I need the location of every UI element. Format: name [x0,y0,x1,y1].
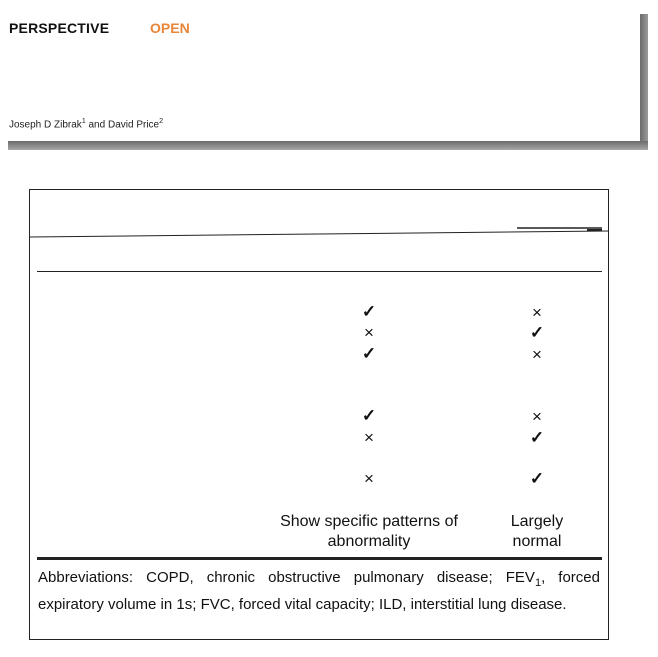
table-header-rule [37,271,602,272]
column-1-label [254,512,484,552]
check-icon: ✓ [529,323,545,342]
author-separator: and [85,119,108,131]
column-2-label-line: normal [512,533,562,550]
author-name: David Price [107,119,160,131]
check-icon: ✓ [361,344,377,363]
column-2-label-line: Largely [510,513,564,530]
author-affiliation: 1 [81,118,86,125]
footnote-text: Abbreviations: COPD, chronic obstructive pulmonary disease; FEV [38,569,535,586]
cross-icon: × [532,345,542,364]
check-icon: ✓ [361,302,377,321]
table-bottom-rule [37,557,602,560]
column-2-label [487,512,587,552]
cross-icon: × [364,428,374,447]
cross-icon: × [532,303,542,322]
check-icon: ✓ [529,469,545,488]
author-affiliation: 2 [159,118,164,125]
check-icon: ✓ [361,406,377,425]
cross-icon: × [532,407,542,426]
section-label: PERSPECTIVE [9,20,110,36]
table-footnote [38,567,600,615]
cross-icon: × [364,323,374,342]
check-icon: ✓ [529,428,545,447]
author-name: Joseph D Zibrak [9,119,82,131]
cross-icon: × [364,469,374,488]
column-1-label-line: Show specific patterns of [280,513,458,530]
column-1-label-line: abnormality [327,533,411,550]
footnote-subscript: 1 [534,577,542,589]
open-access-label: OPEN [150,20,190,36]
footnote-text: , forced expiratory volume in 1s; FVC, forced vital capacity; ILD, interstitial lung disease. [38,569,600,613]
